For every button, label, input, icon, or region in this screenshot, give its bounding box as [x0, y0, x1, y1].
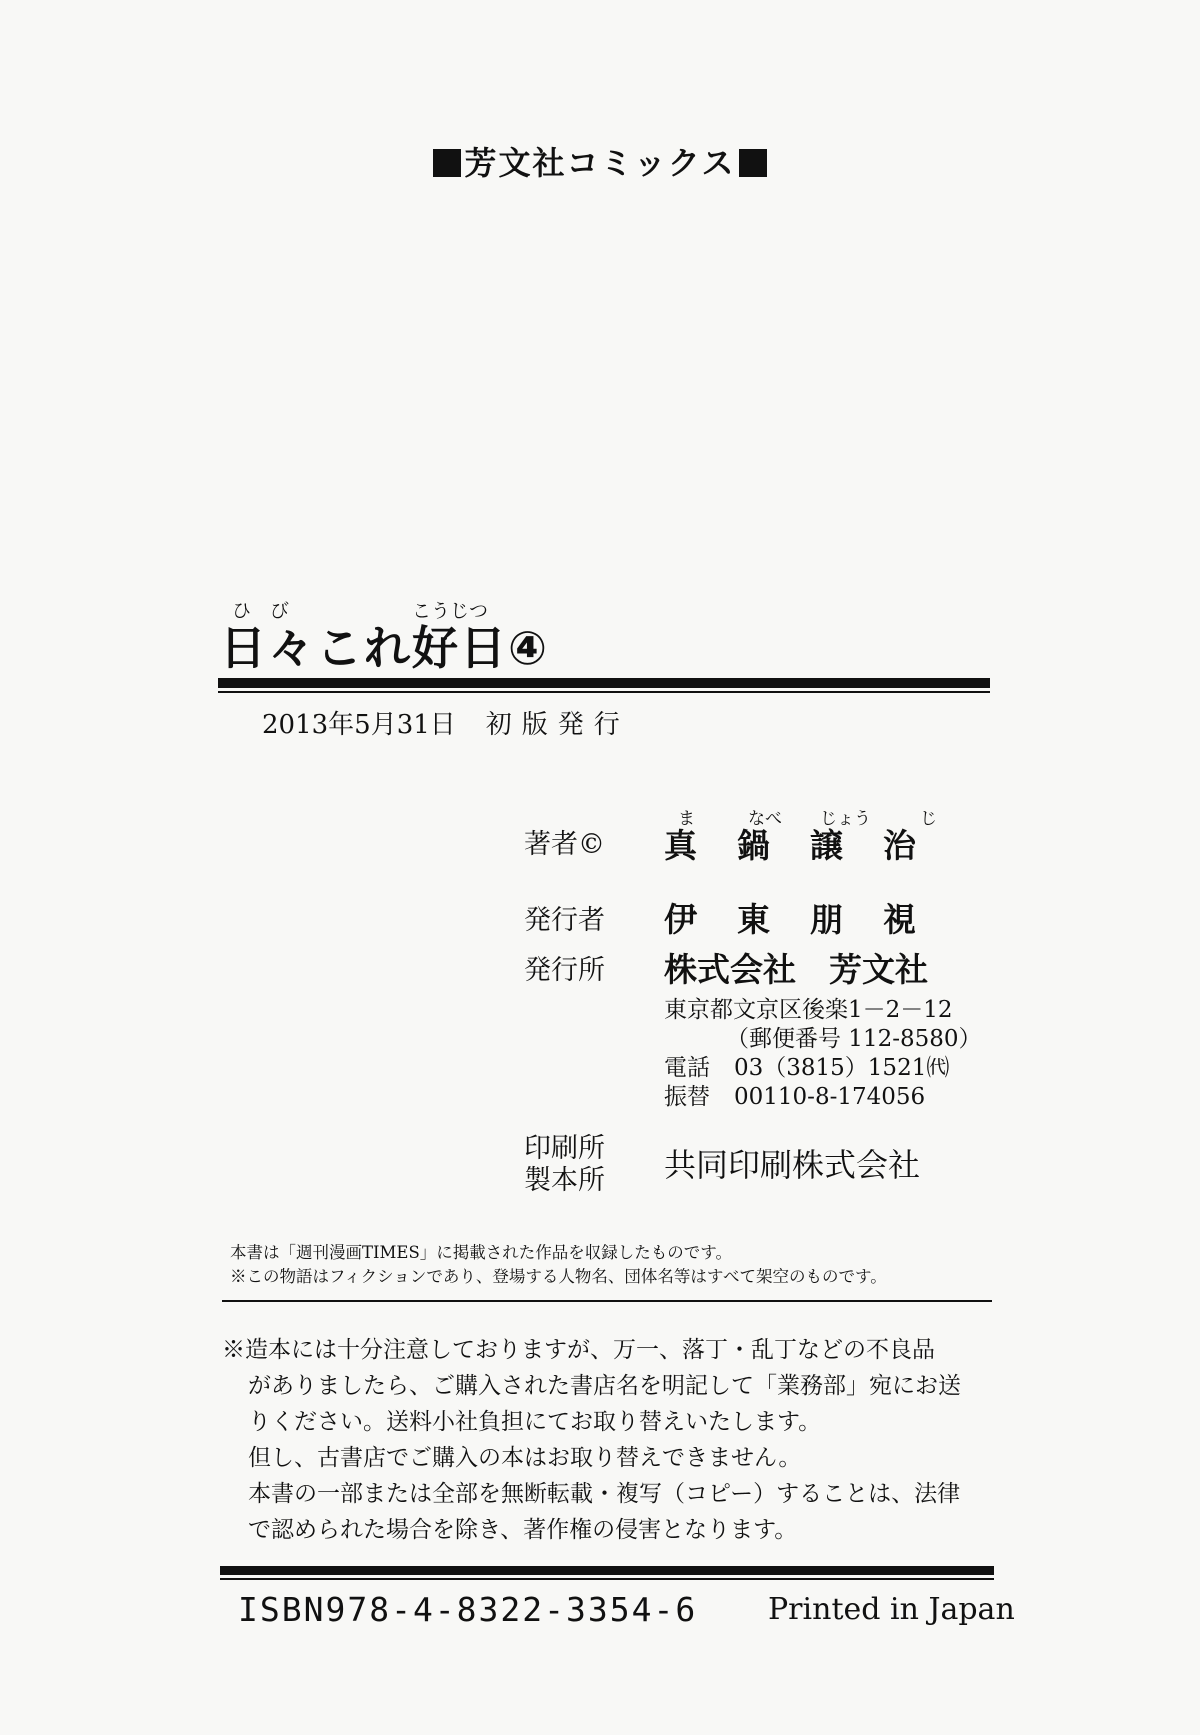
notice-line-1: ※造本には十分注意しておりますが、万一、落丁・乱丁などの不良品 [222, 1337, 935, 1363]
transfer-label: 振替 [664, 1084, 710, 1110]
transfer-number: 00110-8-174056 [734, 1084, 926, 1110]
author-ruby-2: なべ [748, 809, 782, 829]
book-title: 日々これ好日④ [220, 621, 549, 675]
edition-line [262, 704, 630, 741]
printed-in: Printed in Japan [768, 1592, 1015, 1627]
edition-date: 2013年5月31日 [262, 710, 456, 740]
phone-number: 03（3815）1521㈹ [734, 1055, 950, 1081]
square-bullet-icon [739, 149, 767, 177]
edition-label: 初版発行 [485, 710, 630, 740]
publisher-person: 伊東朋視 [664, 900, 956, 939]
author-ruby-3: じょう [820, 809, 871, 829]
notes-rule [222, 1300, 992, 1302]
title-rule-thin [218, 691, 990, 693]
title-ruby-hibi: ひ び [232, 600, 290, 622]
author-label: 著者© [524, 829, 605, 860]
notice-block [222, 1332, 1002, 1548]
series-label [0, 138, 1200, 184]
publisher-label: 発行所 [524, 955, 605, 986]
author-ruby-4: じ [920, 809, 937, 829]
note-line-2: ※この物語はフィクションであり、登場する人物名、団体名等はすべて架空のものです。 [230, 1267, 887, 1286]
phone-line [664, 1054, 949, 1083]
author-name: 真鍋譲治 [664, 826, 956, 865]
phone-label: 電話 [664, 1055, 710, 1081]
publisher-person-label: 発行者 [524, 905, 605, 936]
isbn: ISBN978-4-8322-3354-6 [238, 1590, 698, 1629]
address: 東京都文京区後楽1－2－12 [664, 997, 953, 1023]
notice-line-5: 本書の一部または全部を無断転載・複写（コピー）することは、法律 [248, 1481, 961, 1507]
footer-rule-thin [220, 1578, 994, 1580]
transfer-line [664, 1083, 925, 1112]
footer-rule-thick [220, 1566, 994, 1575]
publisher-name: 株式会社 芳文社 [664, 950, 928, 989]
printer-name: 共同印刷株式会社 [664, 1146, 921, 1184]
note-line-1: 本書は「週刊漫画TIMES」に掲載された作品を収録したものです。 [230, 1243, 732, 1262]
square-bullet-icon [433, 149, 461, 177]
title-ruby-koujitsu: こうじつ [412, 600, 489, 622]
postal-code: （郵便番号 112-8580） [726, 1026, 982, 1052]
notice-line-3: りください。送料小社負担にてお取り替えいたします。 [248, 1409, 822, 1435]
binder-label: 製本所 [524, 1165, 605, 1196]
notice-line-4: 但し、古書店でご購入の本はお取り替えできません。 [248, 1445, 802, 1471]
notice-line-2: がありましたら、ご購入された書店名を明記して「業務部」宛にお送 [248, 1373, 961, 1399]
title-rule-thick [218, 678, 990, 688]
author-ruby-1: ま [678, 809, 695, 829]
printer-label: 印刷所 [524, 1133, 605, 1164]
notice-line-6: で認められた場合を除き、著作権の侵害となります。 [248, 1517, 798, 1543]
series-text: 芳文社コミックス [464, 144, 736, 182]
